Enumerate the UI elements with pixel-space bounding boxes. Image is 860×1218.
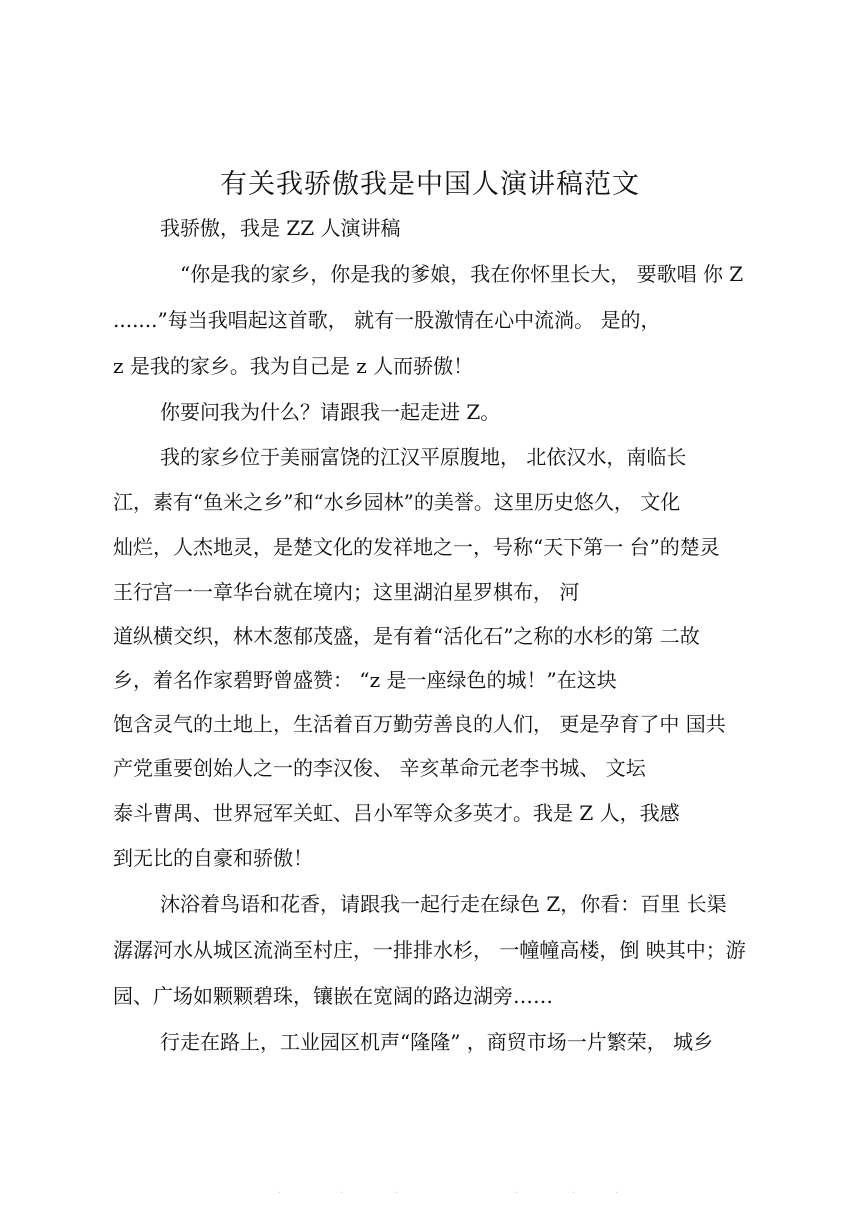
text-line: 江，素有“鱼米之乡”和“水乡园林”的美誉。这里历史悠久， 文化 — [113, 490, 681, 514]
text-line: 产党重要创始人之一的李汉俊、 辛亥革命元老李书城、 文坛 — [113, 756, 646, 780]
text-line: .......”每当我唱起这首歌， 就有一股激情在心中流淌。 是的， — [113, 308, 661, 332]
text-line: 园、广场如颗颗碧珠，镶嵌在宽阔的路边湖旁…… — [113, 984, 553, 1008]
text-line: 沐浴着鸟语和花香，请跟我一起行走在绿色 Z，你看：百里 长渠 — [160, 892, 727, 916]
text-line: 道纵横交织，林木葱郁茂盛，是有着“活化石”之称的水杉的第 二故 — [113, 624, 700, 648]
footer-decoration: · · · · · · — [278, 1188, 619, 1199]
text-line: 我的家乡位于美丽富饶的江汉平原腹地， 北依汉水，南临长 — [160, 445, 687, 469]
text-line: 泰斗曹禺、世界冠军关虹、吕小军等众多英才。我是 Z 人，我感 — [113, 801, 680, 825]
text-line: 王行宫一一章华台就在境内；这里湖泊星罗棋布， 河 — [113, 580, 580, 604]
text-line: 灿烂，人杰地灵，是楚文化的发祥地之一，号称“天下第一 台”的楚灵 — [113, 535, 720, 559]
text-line: 饱含灵气的土地上，生活着百万勤劳善良的人们， 更是孕育了中 国共 — [113, 712, 726, 736]
text-line: 行走在路上，工业园区机声“隆隆” ，商贸市场一片繁荣， 城乡 — [160, 1030, 714, 1054]
text-line: “你是我的家乡，你是我的爹娘，我在你怀里长大， 要歌唱 你 Z — [180, 262, 744, 286]
text-line: 我骄傲，我是 ZZ 人演讲稿 — [160, 216, 401, 240]
text-line: 到无比的自豪和骄傲！ — [113, 846, 313, 870]
text-line: 你要问我为什么？请跟我一起走进 Z。 — [160, 400, 501, 424]
text-line: 潺潺河水从城区流淌至村庄，一排排水杉， 一幢幢高楼，倒 映其中；游 — [113, 938, 746, 962]
document-title: 有关我骄傲我是中国人演讲稿范文 — [220, 169, 640, 200]
text-line: z 是我的家乡。我为自己是 z 人而骄傲！ — [113, 354, 474, 378]
text-line: 乡，着名作家碧野曾盛赞： “z 是一座绿色的城！”在这块 — [113, 668, 617, 692]
